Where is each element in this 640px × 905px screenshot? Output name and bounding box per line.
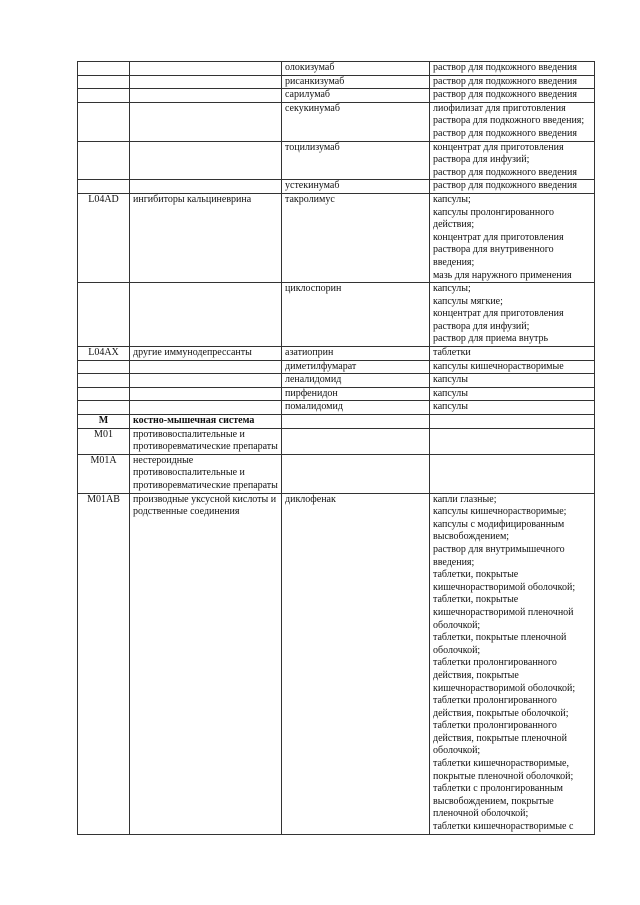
atc-code-cell (78, 75, 130, 89)
drug-name-cell: циклоспорин (282, 283, 430, 347)
dosage-form-line: мазь для наружного применения (433, 269, 572, 281)
group-name-cell (130, 102, 282, 141)
table-row (78, 401, 595, 415)
drug-name-cell: такролимус (282, 193, 430, 282)
dosage-form-line: оболочкой; (433, 644, 481, 656)
dosage-form-line: введения; (433, 256, 475, 268)
dosage-form-line: концентрат для приготовления (433, 308, 564, 320)
group-name-cell (130, 401, 282, 415)
dosage-form-line: капли глазные; (433, 493, 497, 505)
drug-name-cell (282, 428, 430, 454)
dosage-form-line: раствора для подкожного введения; (433, 115, 585, 127)
drug-table (77, 61, 595, 835)
dosage-form-line: таблетки пролонгированного (433, 695, 557, 707)
group-name-cell: противовоспалительные и противоревматические препараты (130, 428, 282, 454)
table-row (78, 387, 595, 401)
table-row (78, 102, 595, 141)
dosage-form-line: таблетки пролонгированного (433, 657, 557, 669)
dosage-form-line: концентрат для приготовления (433, 231, 564, 243)
dosage-forms-cell (430, 102, 595, 141)
dosage-form-line: таблетки с пролонгированным (433, 783, 564, 795)
dosage-form-line: раствор для подкожного введения (433, 180, 577, 192)
drug-name-cell: помалидомид (282, 401, 430, 415)
dosage-form-line: лиофилизат для приготовления (433, 102, 566, 114)
table-row (78, 374, 595, 388)
dosage-form-line: пленочной оболочкой; (433, 808, 529, 820)
dosage-forms-cell (430, 454, 595, 493)
drug-name-cell (282, 454, 430, 493)
table-row (78, 283, 595, 347)
dosage-form-line: раствор для подкожного введения (433, 166, 577, 178)
dosage-form-line: таблетки, покрытые пленочной (433, 632, 567, 644)
dosage-form-line: раствора для инфузий; (433, 320, 530, 332)
table-row (78, 141, 595, 180)
dosage-forms-cell (430, 193, 595, 282)
atc-code-cell (78, 374, 130, 388)
table-row (78, 493, 595, 834)
dosage-form-line: оболочкой; (433, 745, 481, 757)
dosage-forms-cell (430, 493, 595, 834)
atc-code-cell (78, 102, 130, 141)
drug-name-cell: тоцилизумаб (282, 141, 430, 180)
drug-name-cell: устекинумаб (282, 180, 430, 194)
dosage-form-line: таблетки, покрытые (433, 569, 519, 581)
dosage-form-line: капсулы с модифицированным (433, 518, 565, 530)
group-name-cell: костно-мышечная система (130, 415, 282, 429)
dosage-form-line: действия, покрытые оболочкой; (433, 707, 569, 719)
dosage-form-line: таблетки (433, 347, 471, 359)
atc-code-cell: M01 (78, 428, 130, 454)
dosage-forms-cell (430, 415, 595, 429)
group-name-cell (130, 374, 282, 388)
dosage-form-line: концентрат для приготовления (433, 141, 564, 153)
dosage-form-line: кишечнорастворимой оболочкой; (433, 581, 576, 593)
group-name-cell: производные уксусной кислоты и родственные соединения (130, 493, 282, 834)
dosage-form-line: капсулы кишечнорастворимые (433, 360, 564, 372)
drug-table-body (78, 62, 595, 835)
dosage-form-line: капсулы кишечнорастворимые; (433, 506, 567, 518)
dosage-forms-cell (430, 360, 595, 374)
group-name-cell (130, 283, 282, 347)
group-name-cell (130, 62, 282, 76)
empty-line (433, 429, 591, 442)
drug-name-cell: секукинумаб (282, 102, 430, 141)
group-name-cell: нестероидные противовоспалительные и противоревматические препараты (130, 454, 282, 493)
table-row (78, 454, 595, 493)
drug-name-cell: олокизумаб (282, 62, 430, 76)
atc-code-cell: M (78, 415, 130, 429)
atc-code-cell (78, 180, 130, 194)
drug-name-cell: диметилфумарат (282, 360, 430, 374)
dosage-form-line: капсулы (433, 374, 468, 386)
table-row (78, 193, 595, 282)
empty-line (433, 455, 591, 468)
group-name-cell (130, 360, 282, 374)
dosage-forms-cell (430, 347, 595, 361)
dosage-forms-cell (430, 387, 595, 401)
atc-code-cell (78, 89, 130, 103)
dosage-form-line: капсулы (433, 387, 468, 399)
dosage-form-line: кишечнорастворимой оболочкой; (433, 682, 576, 694)
dosage-form-line: раствора для внутривенного (433, 244, 554, 256)
atc-code-cell: M01AB (78, 493, 130, 834)
dosage-form-line: оболочкой; (433, 619, 481, 631)
dosage-form-line: действия, покрытые (433, 669, 519, 681)
dosage-form-line: высвобождением; (433, 531, 510, 543)
drug-name-cell: леналидомид (282, 374, 430, 388)
atc-code-cell (78, 360, 130, 374)
dosage-form-line: раствора для инфузий; (433, 154, 530, 166)
atc-code-cell (78, 387, 130, 401)
dosage-form-line: раствор для приема внутрь (433, 333, 549, 345)
dosage-form-line: капсулы; (433, 193, 471, 205)
dosage-form-line: введения; (433, 556, 475, 568)
table-row (78, 415, 595, 429)
drug-name-cell (282, 415, 430, 429)
table-row (78, 428, 595, 454)
dosage-form-line: кишечнорастворимой пленочной (433, 606, 574, 618)
dosage-form-line: таблетки кишечнорастворимые с (433, 821, 574, 833)
atc-code-cell (78, 283, 130, 347)
dosage-forms-cell (430, 428, 595, 454)
atc-code-cell: M01A (78, 454, 130, 493)
table-row (78, 62, 595, 76)
group-name-cell: ингибиторы кальциневрина (130, 193, 282, 282)
drug-name-cell: азатиоприн (282, 347, 430, 361)
dosage-form-line: таблетки кишечнорастворимые, (433, 758, 569, 770)
empty-line (433, 415, 591, 428)
group-name-cell (130, 89, 282, 103)
dosage-form-line: раствор для подкожного введения (433, 127, 577, 139)
table-row (78, 360, 595, 374)
dosage-form-line: капсулы (433, 401, 468, 413)
drug-name-cell: сарилумаб (282, 89, 430, 103)
dosage-forms-cell (430, 62, 595, 76)
atc-code-cell (78, 401, 130, 415)
dosage-forms-cell (430, 180, 595, 194)
drug-name-cell: диклофенак (282, 493, 430, 834)
table-row (78, 180, 595, 194)
dosage-forms-cell (430, 401, 595, 415)
dosage-form-line: таблетки пролонгированного (433, 720, 557, 732)
dosage-form-line: раствор для подкожного введения (433, 89, 577, 101)
dosage-form-line: высвобождением, покрытые (433, 795, 554, 807)
group-name-cell: другие иммунодепрессанты (130, 347, 282, 361)
dosage-forms-cell (430, 75, 595, 89)
atc-code-cell: L04AD (78, 193, 130, 282)
dosage-form-line: капсулы пролонгированного (433, 206, 555, 218)
dosage-form-line: раствор для внутримышечного (433, 543, 565, 555)
dosage-form-line: действия, покрытые пленочной (433, 732, 567, 744)
table-row (78, 347, 595, 361)
dosage-form-line: действия; (433, 219, 475, 231)
atc-code-cell (78, 62, 130, 76)
table-row (78, 89, 595, 103)
dosage-forms-cell (430, 89, 595, 103)
table-row (78, 75, 595, 89)
group-name-cell (130, 141, 282, 180)
dosage-form-line: покрытые пленочной оболочкой; (433, 770, 574, 782)
atc-code-cell: L04AX (78, 347, 130, 361)
group-name-cell (130, 180, 282, 194)
dosage-forms-cell (430, 374, 595, 388)
dosage-form-line: капсулы мягкие; (433, 295, 503, 307)
dosage-form-line: капсулы; (433, 283, 471, 295)
dosage-forms-cell (430, 283, 595, 347)
drug-name-cell: рисанкизумаб (282, 75, 430, 89)
atc-code-cell (78, 141, 130, 180)
group-name-cell (130, 387, 282, 401)
dosage-form-line: таблетки, покрытые (433, 594, 519, 606)
group-name-cell (130, 75, 282, 89)
dosage-form-line: раствор для подкожного введения (433, 75, 577, 87)
dosage-form-line: раствор для подкожного введения (433, 62, 577, 73)
dosage-forms-cell (430, 141, 595, 180)
drug-name-cell: пирфенидон (282, 387, 430, 401)
